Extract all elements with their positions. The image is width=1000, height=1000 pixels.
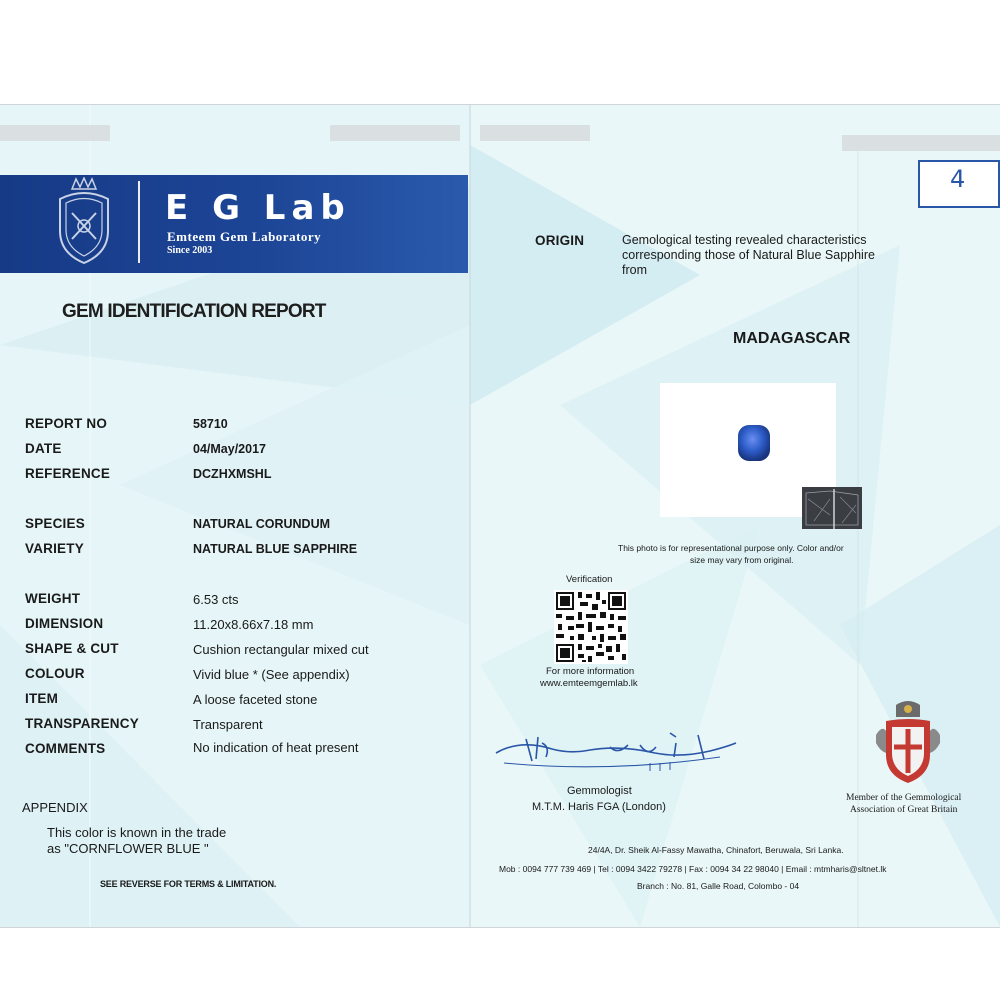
field-label-variety: VARIETY — [25, 541, 84, 556]
field-value-species: NATURAL CORUNDUM — [193, 517, 331, 531]
sleeve-tab-right-b — [842, 135, 1000, 151]
field-label-date: DATE — [25, 441, 62, 456]
gemmological-association-crest — [872, 695, 944, 785]
contact-branch: Branch : No. 81, Galle Road, Colombo - 04 — [637, 881, 800, 891]
field-value-variety: NATURAL BLUE SAPPHIRE — [193, 542, 358, 556]
lab-crest-logo — [52, 177, 116, 267]
field-label-colour: COLOUR — [25, 666, 85, 681]
field-value-date: 04/May/2017 — [193, 442, 266, 456]
field-label-item: ITEM — [25, 691, 59, 706]
field-label-species: SPECIES — [25, 516, 85, 531]
logo-since: Since 2003 — [167, 245, 213, 256]
gemmologist-signature — [490, 723, 750, 775]
appendix-line-1: This color is known in the trade — [47, 825, 227, 840]
contact-phones: Mob : 0094 777 739 469 | Tel : 0094 3422 79278 | Fax : 0094 34 22 98040 | Email : mtmharis@sltnet.lk — [499, 864, 887, 874]
reverse-note: SEE REVERSE FOR TERMS & LIMITATION. — [100, 879, 277, 889]
origin-label: ORIGIN — [535, 233, 585, 248]
field-label-comments: COMMENTS — [25, 741, 106, 756]
field-label-reference: REFERENCE — [25, 466, 111, 481]
report-title: GEM IDENTIFICATION REPORT — [62, 301, 326, 322]
logo-title: E G Lab — [165, 188, 351, 228]
verification-label: Verification — [566, 574, 613, 585]
membership-line-1: Member of the Gemmological — [846, 793, 962, 803]
field-value-weight: 6.53 cts — [193, 592, 239, 607]
field-label-report-no: REPORT NO — [25, 416, 108, 431]
origin-line-1: Gemological testing revealed characteristics — [622, 233, 867, 247]
photo-note-line-1: This photo is for representational purpose only. Color and/or — [618, 543, 844, 553]
verification-url[interactable]: www.emteemgemlab.lk — [540, 678, 638, 689]
logo-divider — [138, 181, 140, 263]
appendix-heading: APPENDIX — [22, 800, 88, 815]
photo-note-line-2: size may vary from original. — [690, 555, 794, 565]
page-number: 4 — [950, 165, 966, 193]
gemmologist-name: M.T.M. Haris FGA (London) — [532, 801, 666, 813]
certificate-scan — [0, 104, 1000, 928]
sleeve-tab-right-a — [480, 125, 590, 141]
scale-reference-block — [800, 485, 864, 531]
field-value-comments: No indication of heat present — [193, 740, 359, 755]
field-value-reference: DCZHXMSHL — [193, 467, 272, 481]
field-value-item: A loose faceted stone — [193, 692, 318, 707]
origin-line-2: corresponding those of Natural Blue Sapphire — [622, 248, 875, 262]
field-label-transparency: TRANSPARENCY — [25, 716, 139, 731]
logo-subtitle: Emteem Gem Laboratory — [167, 229, 322, 244]
membership-line-2: Association of Great Britain — [850, 805, 958, 815]
field-label-shape-cut: SHAPE & CUT — [25, 641, 119, 656]
appendix-line-2: as "CORNFLOWER BLUE " — [47, 841, 209, 856]
field-value-colour: Vivid blue * (See appendix) — [193, 667, 350, 682]
origin-country: MADAGASCAR — [733, 330, 851, 347]
contact-address: 24/4A, Dr. Sheik Al-Fassy Mawatha, Chinafort, Beruwala, Sri Lanka. — [588, 845, 844, 855]
sleeve-tab-mid — [330, 125, 460, 141]
sleeve-tab-left — [0, 125, 110, 141]
field-value-report-no: 58710 — [193, 417, 228, 431]
field-label-dimension: DIMENSION — [25, 616, 104, 631]
origin-line-3: from — [622, 263, 647, 277]
verification-qr-code[interactable] — [554, 590, 628, 664]
verification-info: For more information — [546, 666, 635, 677]
field-value-shape-cut: Cushion rectangular mixed cut — [193, 642, 369, 657]
field-value-dimension: 11.20x8.66x7.18 mm — [193, 617, 314, 632]
gemmologist-role: Gemmologist — [567, 785, 632, 797]
field-label-weight: WEIGHT — [25, 591, 81, 606]
field-value-transparency: Transparent — [193, 717, 263, 732]
